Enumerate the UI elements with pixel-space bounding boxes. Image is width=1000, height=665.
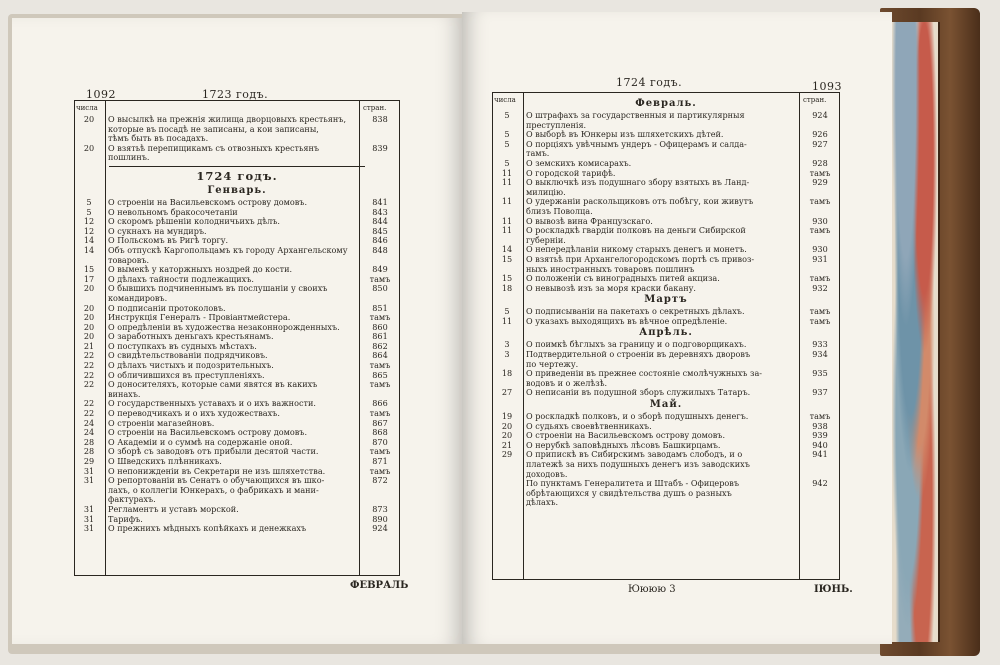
entry-day: 5 xyxy=(504,157,510,168)
entry-title: О доносителяхъ, которые сами явятся въ какихъ винахъ. xyxy=(108,379,318,399)
left-catchword: ФЕВРАЛЬ xyxy=(350,580,409,591)
entry-title: О свидѣтельствованіи подрядчиковъ. xyxy=(108,350,268,361)
entry-page: 938 xyxy=(812,420,828,431)
index-entry xyxy=(493,140,839,159)
entry-page: 934 xyxy=(812,349,828,360)
entry-page: 838 xyxy=(372,114,388,124)
index-entry xyxy=(493,350,839,369)
entry-page: 849 xyxy=(372,264,388,275)
index-entry xyxy=(493,178,839,197)
entry-title: О подписаніи протоколовъ. xyxy=(108,302,226,313)
entry-title: О приведеніи въ прежнее состояніе смолѣчужныхъ за- водовъ и о желѣзѣ. xyxy=(526,368,763,388)
entry-title: О выборѣ въ Юнкеры изъ шляхетскихъ дѣтей. xyxy=(526,129,724,140)
entry-day: 28 xyxy=(83,446,95,457)
entry-page: 890 xyxy=(372,513,388,524)
left-index-table xyxy=(74,100,400,576)
entry-day: 15 xyxy=(501,253,513,264)
entry-title: Объ отпускѣ Каргопольцамъ къ городу Архангельскому товаровъ. xyxy=(108,244,348,265)
entry-day: 5 xyxy=(504,306,510,317)
entry-title: О строеніи на Васильевскомъ острову домовъ. xyxy=(108,196,308,207)
entry-page: 940 xyxy=(812,439,828,450)
col-header-page: стран. xyxy=(803,96,827,104)
entry-day: 11 xyxy=(501,196,513,207)
entry-page: тамъ xyxy=(369,360,391,371)
entry-day: 11 xyxy=(501,315,513,326)
entry-day: 5 xyxy=(504,110,510,120)
entry-title: О невольномъ бракосочетаніи xyxy=(108,206,238,217)
entry-day: 20 xyxy=(83,321,95,332)
entry-page: тамъ xyxy=(369,446,391,457)
entry-page: 866 xyxy=(372,398,388,409)
entry-page: 933 xyxy=(812,339,828,350)
entry-title: О непередѣланіи никому старыхъ денегъ и монетъ. xyxy=(526,244,747,255)
entry-title: О выключкѣ изъ подушнаго збору взятыхъ въ Ланд- милицію. xyxy=(526,177,750,197)
index-entry xyxy=(75,246,399,265)
entry-page: 924 xyxy=(372,523,388,534)
entry-day: 5 xyxy=(504,129,510,140)
entry-page: тамъ xyxy=(809,167,831,178)
entry-day: 20 xyxy=(501,420,513,431)
entry-title: О обличившихся въ преступленіяхъ. xyxy=(108,369,265,380)
entry-page: тамъ xyxy=(809,411,831,422)
entry-page: 937 xyxy=(812,387,828,398)
entry-day: 24 xyxy=(83,427,95,438)
entry-page: 868 xyxy=(372,427,388,438)
entry-day: 31 xyxy=(83,465,95,476)
entry-title: О непонижденіи въ Секретари не изъ шляхетства. xyxy=(108,465,326,476)
index-entry xyxy=(493,255,839,274)
entry-day: 19 xyxy=(501,411,513,422)
entry-day: 28 xyxy=(83,436,95,447)
entry-title: О переводчикахъ и о ихъ художествахъ. xyxy=(108,408,280,419)
entry-day: 3 xyxy=(504,349,510,360)
entry-title: О строеніи на Васильевскомъ острову домовъ. xyxy=(526,430,726,441)
entry-page: 850 xyxy=(372,283,388,294)
entry-page: тамъ xyxy=(809,273,831,284)
entry-title: О роскладкѣ гвардіи полковъ на деньги Сибирской губерніи. xyxy=(526,225,746,245)
entry-title: О вымекѣ у каторжныхъ ноздрей до кости. xyxy=(108,264,293,275)
entry-title: О государственныхъ уставахъ и о ихъ важности. xyxy=(108,398,316,409)
index-entry xyxy=(493,388,839,398)
entry-day: 5 xyxy=(86,196,92,207)
section-year: 1724 годъ. xyxy=(196,168,278,183)
entry-title: Подтвердительной о строеніи въ деревняхъ дворовъ по чертежу. xyxy=(526,349,751,369)
entry-day: 20 xyxy=(83,331,95,342)
entry-day: 31 xyxy=(83,513,95,524)
entry-day: 12 xyxy=(83,225,95,236)
entry-title: О роскладкѣ полковъ, и о зборѣ подушныхъ денегъ. xyxy=(526,411,749,422)
entry-page: 844 xyxy=(372,216,388,227)
entry-day: 31 xyxy=(83,475,95,486)
entry-day: 20 xyxy=(83,114,95,124)
entry-day: 5 xyxy=(86,206,92,217)
entry-day: 20 xyxy=(83,302,95,313)
entry-day: 12 xyxy=(83,216,95,227)
entry-title: О судьяхъ своевѣтвенникахъ. xyxy=(526,420,652,431)
marbled-endpaper xyxy=(892,22,940,642)
index-entry xyxy=(493,317,839,327)
entry-page: 845 xyxy=(372,225,388,236)
entry-page: 935 xyxy=(812,368,828,379)
entry-day: 14 xyxy=(83,244,95,255)
signature-mark: Юююю 3 xyxy=(628,584,676,595)
index-entry xyxy=(493,284,839,294)
entry-day: 22 xyxy=(83,369,95,380)
entry-page: 851 xyxy=(372,302,388,313)
entry-page: 846 xyxy=(372,235,388,246)
entry-day: 31 xyxy=(83,523,95,534)
entry-page: 843 xyxy=(372,206,388,217)
entry-title: О земскихъ комисарахъ. xyxy=(526,157,632,168)
entry-day: 22 xyxy=(83,379,95,390)
entry-day: 17 xyxy=(83,273,95,284)
entry-title: Инструкція Генералъ - Провіантмейстера. xyxy=(108,312,291,323)
entry-page: 862 xyxy=(372,340,388,351)
entry-page: 932 xyxy=(812,282,828,293)
entry-title: О штрафахъ за государственныя и партикулярныя преступленія. xyxy=(526,110,745,130)
entry-title: О дѣлахъ тайности подлежащихъ. xyxy=(108,273,254,284)
entry-title: О припискѣ въ Сибирскимъ заводамъ слободъ, и о платежѣ за нихъ подушныхъ денегъ изъ заводскихъ доходовъ. xyxy=(526,449,750,479)
entry-day: 20 xyxy=(501,430,513,441)
entry-page: 930 xyxy=(812,215,828,226)
entry-title: О зборѣ съ заводовъ отъ прибыли десятой части. xyxy=(108,446,319,457)
entry-title: О репортованіи въ Сенатъ о обучающихся въ шко- лахъ, о коллегіи Юнкерахъ, о фабрикахъ и мани- фактурахъ. xyxy=(108,475,325,505)
entry-page: 839 xyxy=(372,142,388,153)
entry-day: 22 xyxy=(83,350,95,361)
index-entry xyxy=(493,450,839,479)
entry-day: 29 xyxy=(501,449,513,460)
entry-title: О взятьѣ перепищикамъ съ отвозныхъ крестьянъ пошлинъ. xyxy=(108,142,320,163)
entry-day: 20 xyxy=(83,142,95,153)
entry-page: 861 xyxy=(372,331,388,342)
col-header-num: числа xyxy=(76,104,98,112)
entry-page: 872 xyxy=(372,475,388,486)
entry-title: О Шведскихъ плѣнникахъ. xyxy=(108,456,222,466)
entry-page: тамъ xyxy=(369,408,391,419)
entry-day: 5 xyxy=(504,138,510,149)
left-year-header: 1723 годъ. xyxy=(202,88,269,101)
entry-day: 3 xyxy=(504,339,510,350)
entry-title: О поступкахъ въ судныхъ мѣстахъ. xyxy=(108,340,257,351)
entry-title: О подписываніи на пакетахъ о секретныхъ дѣлахъ. xyxy=(526,306,745,317)
section-month: Мартъ xyxy=(644,294,688,306)
index-entry xyxy=(75,380,399,399)
entry-title: О положеніи съ виноградныхъ питей акциза. xyxy=(526,273,720,284)
entry-page: 941 xyxy=(812,449,828,460)
right-page xyxy=(462,12,892,644)
left-page xyxy=(12,18,462,644)
entry-page: тамъ xyxy=(809,225,831,236)
entry-page: тамъ xyxy=(369,465,391,476)
index-entry xyxy=(75,476,399,505)
entry-title: О городской тарифѣ. xyxy=(526,167,616,178)
entry-page: 864 xyxy=(372,350,388,361)
index-entry xyxy=(493,111,839,130)
entry-title: О неписаніи въ подушной зборъ служилыхъ Татаръ. xyxy=(526,387,751,398)
entry-page: 927 xyxy=(812,138,828,149)
entry-title: О Польскомъ въ Ригѣ торгу. xyxy=(108,235,229,246)
entry-page: 930 xyxy=(812,244,828,255)
entry-page: тамъ xyxy=(369,273,391,284)
entry-page: 848 xyxy=(372,244,388,255)
entry-title: О опредѣленіи въ художества незаконнорожденныхъ. xyxy=(108,321,340,332)
entry-page: 841 xyxy=(372,196,388,207)
index-entry xyxy=(75,144,399,163)
entry-title: О невывозѣ изъ за моря краски бакану. xyxy=(526,282,696,293)
entry-day: 24 xyxy=(83,417,95,428)
left-page-number: 1092 xyxy=(86,88,116,101)
entry-page: 873 xyxy=(372,503,388,514)
right-catchword: ІЮНЬ. xyxy=(814,584,853,595)
right-index-table xyxy=(492,92,840,580)
right-page-number: 1093 xyxy=(812,80,842,93)
col-header-page: стран. xyxy=(363,104,387,112)
section-month: Генварь. xyxy=(207,184,267,196)
section-month: Май. xyxy=(649,399,683,411)
entry-page: 924 xyxy=(812,110,828,120)
entry-title: О взятьѣ при Архангелогородскомъ портѣ съ привоз- ныхъ иностранныхъ товаровъ пошлинъ xyxy=(526,253,755,274)
index-entry xyxy=(493,369,839,388)
entry-page: тамъ xyxy=(369,379,391,390)
entry-page: 867 xyxy=(372,417,388,428)
entry-day: 14 xyxy=(83,235,95,246)
entry-title: Регламентъ и уставъ морской. xyxy=(108,503,239,514)
index-entry xyxy=(493,197,839,216)
index-entry xyxy=(75,524,399,534)
entry-title: О строеніи на Васильевскомъ острову домовъ. xyxy=(108,427,308,438)
entry-day: 11 xyxy=(501,167,513,178)
entry-title: О высылкѣ на прежнія жилища дворцовыхъ крестьянъ, которые въ посадѣ не записаны, а кои записаны, тѣмъ быть въ посадахъ. xyxy=(108,114,347,144)
entry-page: 929 xyxy=(812,177,828,188)
entry-page: тамъ xyxy=(369,312,391,323)
entry-title: О вывозѣ вина Французскаго. xyxy=(526,215,653,226)
entry-page: 865 xyxy=(372,369,388,380)
entry-title: О заработныхъ деньгахъ крестьянамъ. xyxy=(108,331,274,342)
entry-page: тамъ xyxy=(809,315,831,326)
entry-page: 871 xyxy=(372,456,388,466)
entry-day: 20 xyxy=(83,283,95,294)
entry-day: 15 xyxy=(501,273,513,284)
entry-page: 870 xyxy=(372,436,388,447)
section-month: Апрѣль. xyxy=(639,327,693,339)
entry-title: О поимкѣ бѣглыхъ за границу и о подговорщикахъ. xyxy=(526,339,747,350)
entry-day: 18 xyxy=(501,368,513,379)
entry-title: По пунктамъ Генералитета и Штабъ - Офицеровъ обрѣтающихся у свидѣтельства душъ о разныхъ дѣлахъ. xyxy=(526,478,739,508)
entry-page: тамъ xyxy=(809,306,831,317)
entry-title: О строеніи магазейновъ. xyxy=(108,417,215,428)
entry-day: 22 xyxy=(83,360,95,371)
entry-day: 22 xyxy=(83,398,95,409)
entry-day: 31 xyxy=(83,503,95,514)
entry-day: 11 xyxy=(501,177,513,188)
entry-page: 926 xyxy=(812,129,828,140)
entry-title: О скоромъ рѣшеніи колодничьихъ дѣлъ. xyxy=(108,216,280,227)
entry-page: 860 xyxy=(372,321,388,332)
entry-page: тамъ xyxy=(809,196,831,207)
index-entry xyxy=(493,479,839,508)
entry-title: О указахъ выходящихъ въ вѣчное опредѣленіе. xyxy=(526,315,728,326)
entry-title: Тарифъ. xyxy=(108,513,143,524)
right-year-header: 1724 годъ. xyxy=(616,76,683,89)
entry-day: 14 xyxy=(501,244,513,255)
index-entry xyxy=(75,115,399,144)
entry-title: О нерубкѣ заповѣдныхъ лѣсовъ Башкирцамъ. xyxy=(526,439,721,450)
entry-day: 18 xyxy=(501,282,513,293)
entry-title: О порціяхъ увѣчнымъ ундеръ - Офицерамъ и салда- тамъ. xyxy=(526,138,747,159)
entry-day: 22 xyxy=(83,408,95,419)
entry-day: 29 xyxy=(83,456,95,466)
entry-page: 928 xyxy=(812,157,828,168)
entry-title: О удержаніи раскольщиковъ отъ побѣгу, кои живутъ близъ Поволца. xyxy=(526,196,754,216)
entry-day: 21 xyxy=(501,439,513,450)
entry-title: О Академіи и о суммѣ на содержаніе оной. xyxy=(108,436,293,447)
col-header-num: числа xyxy=(494,96,516,104)
entry-title: О бывшихъ подчиненнымъ въ послушаніи у своихъ командировъ. xyxy=(108,283,328,303)
entry-page: 931 xyxy=(812,253,828,264)
entry-page: 942 xyxy=(812,478,828,489)
entry-day: 11 xyxy=(501,215,513,226)
entry-day: 21 xyxy=(83,340,95,351)
index-entry xyxy=(493,226,839,245)
index-entry xyxy=(75,284,399,303)
entry-title: О прежнихъ мѣдныхъ копѣйкахъ и денежкахъ xyxy=(108,523,307,534)
section-month: Февраль. xyxy=(635,98,697,109)
divider-line xyxy=(109,166,365,167)
entry-title: О сукнахъ на мундиръ. xyxy=(108,225,207,236)
entry-day: 11 xyxy=(501,225,513,236)
entry-day: 20 xyxy=(83,312,95,323)
entry-page: 939 xyxy=(812,430,828,441)
entry-day: 15 xyxy=(83,264,95,275)
entry-day: 27 xyxy=(501,387,513,398)
entry-title: О дѣлахъ чистыхъ и подозрительныхъ. xyxy=(108,360,274,371)
